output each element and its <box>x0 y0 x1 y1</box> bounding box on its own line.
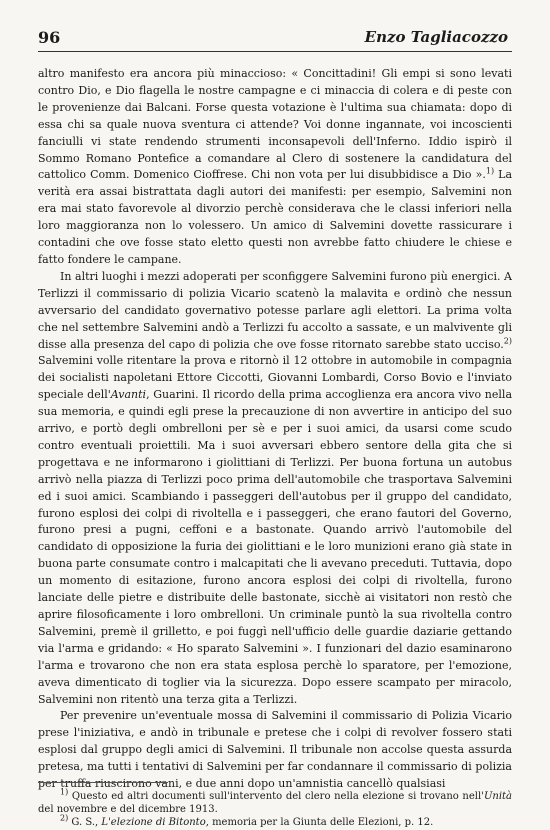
text-run: altro manifesto era ancora più minaccioso: « Concittadini! Gli empi si sono levati contro Dio, e Dio flagella le nostre campagne e ci minaccia di colera e di peste con le provenienze dai Balcani. Forse questa votazione è l'ultima sua chiamata: dopo di essa chi sa quale nuova sventura ci attende? Voi donne ingannate, voi incoscienti fanciulli vi state rendendo strumenti inconsapevoli dell'Inferno. Iddio ispirò il Sommo Romano Pontefice a comandare al Clero di sostenere la candidatura del cattolico Comm. Domenico Cioffrese. Chi non vota per lui disubbidisce a Dio ». <box>38 67 512 182</box>
paragraph <box>38 66 512 269</box>
paragraph <box>38 708 512 793</box>
text-run: Salvemini volle ritentare la prova e ritornò il 12 ottobre in automobile in compagnia dei socialisti napoletani Ettore Ciccotti, Giovanni Lombardi, Corso Bovio e l'inviato speciale dell' <box>38 354 512 402</box>
footnote-marker: 1) <box>60 787 69 797</box>
footnote-rule <box>38 782 168 783</box>
italic-text: L'elezione di Bitonto <box>101 817 206 828</box>
text-run: Per prevenire un'eventuale mossa di Salvemini il commissario di Polizia Vicario prese l'iniziativa, e andò in tribunale e pretese che i colpi di revolver fossero stati esplosi dal gruppo degli amici di Salvemini. Il tribunale non accolse questa assurda pretesa, ma tutti i tentativi di Salvemini per far condannare il commissario di polizia per truffa riuscirono vani, e due anni dopo un'amnistia cancellò qualsiasi <box>38 709 512 791</box>
text-run: In altri luoghi i mezzi adoperati per sconfiggere Salvemini furono più energici. A Terlizzi il commissario di polizia Vicario scatenò la malavita e ordinò che nessun avversario del candidato governativo potesse parlare agli elettori. La prima volta che nel settembre Salvemini andò a Terlizzi fu accolto a sassate, e un malvivente gli disse alla presenza del capo di polizia che ove fosse ritornato sarebbe stato ucciso. <box>38 269 512 351</box>
body-text <box>38 66 512 793</box>
footnote <box>38 813 512 829</box>
page-header <box>38 28 508 52</box>
text-run: Questo ed altri documenti sull'intervento del clero nella elezione si trovano nell' <box>68 791 484 802</box>
footnote <box>38 787 512 816</box>
footnote-marker: 2) <box>503 335 512 345</box>
page-number: 96 <box>38 28 61 47</box>
text-run: , Guarini. Il ricordo della prima accoglienza era ancora vivo nella sua memoria, e quindi egli prese la precauzione di non avvertire in anticipo del suo arrivo, e portò degli ombrelloni per sè e per i suoi amici, da usarsi come scudo contro eventuali proiettili. Ma i suoi avversari ebbero sentore della gita che si progettava e ne informarono i giolittiani di Terlizzi. Per buona fortuna un autobus arrivò nella piazza di Terlizzi poco prima dell'automobile che trasportava Salvemini ed i suoi amici. Scambiando i passeggeri dell'autobus per il gruppo del candidato, furono esplosi dei colpi di rivoltella e i passeggeri, che erano fautori del Governo, furono presi a pugni, ceffoni e a bastonate. Quando arrivò l'automobile del candidato di opposizione la furia dei giolittiani e le loro munizioni erano già state in buona parte consumate contro i malcapitati che li avevano preceduti. Tuttavia, dopo un momento di esitazione, furono ancora esplosi dei colpi di rivoltella, furono lanciate delle pietre e distribuite delle bastonate, sicchè ai visitatori non restò che aprire filosoficamente i loro ombrelloni. Un criminale puntò la sua rivoltella contro Salvemini, premè il grilletto, e poi fuggì nell'ufficio delle guardie daziarie gettando via l'arma e gridando: « Ho sparato Salvemini ». I funzionari del dazio esaminarono l'arma e trovarono che non era stata esplosa perchè lo sparatore, per l'emozione, aveva dimenticato di toglier via la sicurezza. Dopo essere scampato per miracolo, Salvemini non ritentò una terza gita a Terlizzi. <box>38 388 512 706</box>
footnotes <box>38 787 512 829</box>
text-run: , memoria per la Giunta delle Elezioni, p. 12. <box>205 817 434 828</box>
footnote-marker: 2) <box>60 813 69 823</box>
italic-text: Unità <box>483 791 512 802</box>
header-rule <box>38 51 512 52</box>
paragraph <box>38 269 512 709</box>
running-head: Enzo Tagliacozzo <box>364 28 508 46</box>
text-run: La verità era assai bistrattata dagli autori dei manifesti: per esempio, Salvemini non era mai stato favorevole al divorzio perchè considerava che le classi inferiori nella loro maggioranza non lo volessero. Un amico di Salvemini dovette rassicurare i contadini che ove fosse stato eletto questi non avrebbe fatto chiudere le chiese e fatto fondere le campane. <box>38 168 513 266</box>
text-run: del novembre e del dicembre 1913. <box>38 804 218 815</box>
italic-text: Avanti <box>110 388 147 402</box>
footnote-marker: 1) <box>485 166 495 176</box>
text-run: G. S., <box>68 817 102 828</box>
